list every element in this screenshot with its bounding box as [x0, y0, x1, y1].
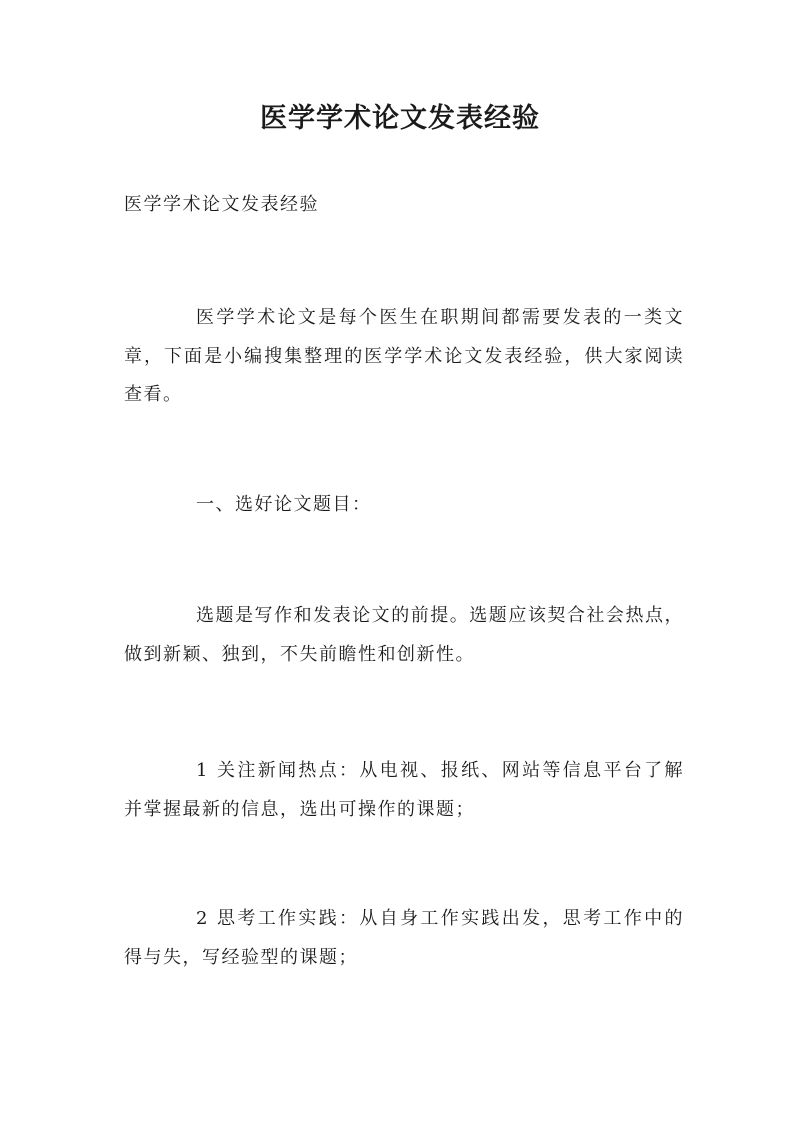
section-heading-1: 一、选好论文题目： — [196, 494, 372, 515]
list-item-1: 1 关注新闻热点：从电视、报纸、网站等信息平台了解并掌握最新的信息，选出可操作的课题； — [124, 760, 684, 820]
document-subtitle: 医学学术论文发表经验 — [124, 194, 319, 215]
intro-paragraph: 医学学术论文是每个医生在职期间都需要发表的一类文章，下面是小编搜集整理的医学学术论文发表经验，供大家阅读查看。 — [124, 307, 684, 405]
list-item-2: 2 思考工作实践：从自身工作实践出发，思考工作中的得与失，写经验型的课题； — [124, 908, 684, 968]
topic-selection-paragraph: 选题是写作和发表论文的前提。选题应该契合社会热点，做到新颖、独到，不失前瞻性和创新性。 — [124, 605, 684, 665]
document-title: 医学学术论文发表经验 — [260, 103, 540, 134]
